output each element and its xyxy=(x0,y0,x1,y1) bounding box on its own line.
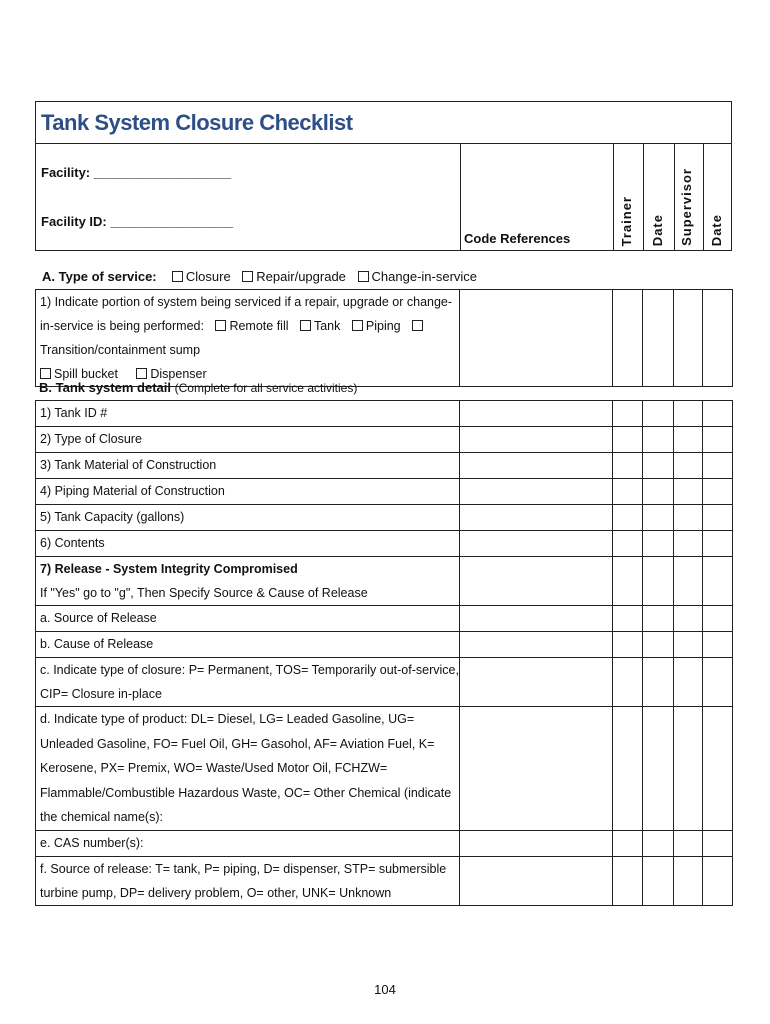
table-row xyxy=(36,557,733,606)
trainer-cell[interactable] xyxy=(613,453,643,479)
list-item: f. Source of release: T= tank, P= piping, D= dispenser, STP= submersible turbine pump, DP= delivery problem, O= other, UNK= Unknown xyxy=(36,856,460,905)
divider xyxy=(643,143,644,250)
code-reference-cell[interactable] xyxy=(460,632,613,658)
spill-bucket-checkbox[interactable] xyxy=(40,368,51,379)
trainer-cell[interactable] xyxy=(613,606,643,632)
section-b-subheading: (Complete for all service activities) xyxy=(174,381,358,395)
date-cell[interactable] xyxy=(643,401,674,427)
date-cell[interactable] xyxy=(703,830,733,856)
list-item: 3) Tank Material of Construction xyxy=(36,453,460,479)
trainer-cell[interactable] xyxy=(613,830,643,856)
option-label: Dispenser xyxy=(150,367,207,381)
code-reference-cell[interactable] xyxy=(460,658,613,707)
release-title: 7) Release - System Integrity Compromised xyxy=(40,562,298,576)
date-cell[interactable] xyxy=(643,557,674,606)
option-label: Remote fill xyxy=(229,319,289,333)
table-row xyxy=(36,830,733,856)
table-row xyxy=(36,658,733,707)
code-reference-cell[interactable] xyxy=(460,557,613,606)
table-row xyxy=(36,479,733,505)
divider xyxy=(460,143,461,250)
supervisor-cell[interactable] xyxy=(674,658,703,707)
code-reference-cell[interactable] xyxy=(460,290,613,387)
date-cell[interactable] xyxy=(643,606,674,632)
date-cell[interactable] xyxy=(703,606,733,632)
trainer-column-header: Trainer xyxy=(619,195,634,246)
trainer-cell[interactable] xyxy=(613,427,643,453)
supervisor-cell[interactable] xyxy=(674,505,703,531)
piping-checkbox[interactable] xyxy=(352,320,363,331)
item-text: 1) Indicate portion of system being serviced if a repair, upgrade or change-in-service is being performed: xyxy=(40,295,453,333)
trainer-cell[interactable] xyxy=(613,479,643,505)
facility-id-field[interactable]: Facility ID: _________________ xyxy=(41,214,234,229)
trainer-cell[interactable] xyxy=(613,707,643,831)
supervisor-cell[interactable] xyxy=(674,427,703,453)
list-item: 5) Tank Capacity (gallons) xyxy=(36,505,460,531)
table-row xyxy=(36,632,733,658)
date-cell[interactable] xyxy=(643,427,674,453)
trainer-cell[interactable] xyxy=(613,632,643,658)
dispenser-checkbox[interactable] xyxy=(136,368,147,379)
header-block xyxy=(35,101,732,251)
option-label: Closure xyxy=(185,269,231,284)
supervisor-cell[interactable] xyxy=(674,606,703,632)
list-item: 4) Piping Material of Construction xyxy=(36,479,460,505)
divider xyxy=(703,143,704,250)
date-cell[interactable] xyxy=(643,453,674,479)
code-reference-cell[interactable] xyxy=(460,505,613,531)
closure-checkbox[interactable] xyxy=(172,271,183,282)
code-reference-cell[interactable] xyxy=(460,427,613,453)
code-reference-cell[interactable] xyxy=(460,453,613,479)
supervisor-cell[interactable] xyxy=(674,557,703,606)
date-cell[interactable] xyxy=(703,707,733,831)
list-item: 2) Type of Closure xyxy=(36,427,460,453)
trainer-cell[interactable] xyxy=(613,401,643,427)
date-cell[interactable] xyxy=(643,632,674,658)
date-cell[interactable] xyxy=(703,658,733,707)
date-cell[interactable] xyxy=(643,479,674,505)
date-cell[interactable] xyxy=(703,479,733,505)
title-row xyxy=(36,102,731,144)
sump-checkbox[interactable] xyxy=(412,320,423,331)
trainer-cell[interactable] xyxy=(613,290,643,387)
table-row xyxy=(36,856,733,905)
table-row xyxy=(36,453,733,479)
table-row xyxy=(36,401,733,427)
date-cell[interactable] xyxy=(703,401,733,427)
date-cell[interactable] xyxy=(703,856,733,905)
date-column-header: Date xyxy=(709,213,724,246)
date-cell[interactable] xyxy=(703,632,733,658)
supervisor-cell[interactable] xyxy=(674,401,703,427)
list-item: b. Cause of Release xyxy=(36,632,460,658)
section-b-label: B. Tank system detail xyxy=(39,380,171,395)
code-reference-cell[interactable] xyxy=(460,401,613,427)
option-label: Change-in-service xyxy=(371,269,478,284)
date-cell[interactable] xyxy=(703,290,733,387)
section-a-table xyxy=(35,289,733,387)
trainer-cell[interactable] xyxy=(613,505,643,531)
date-cell[interactable] xyxy=(703,453,733,479)
date-cell[interactable] xyxy=(643,531,674,557)
list-item: 6) Contents xyxy=(36,531,460,557)
table-row xyxy=(36,505,733,531)
list-item xyxy=(36,557,460,606)
supervisor-cell[interactable] xyxy=(674,290,703,387)
code-reference-cell[interactable] xyxy=(460,856,613,905)
section-a-heading xyxy=(42,269,477,284)
section-b-table xyxy=(35,400,733,906)
release-note: If "Yes" go to "g", Then Specify Source & Cause of Release xyxy=(40,586,368,600)
page-number: 104 xyxy=(374,982,396,997)
code-reference-cell[interactable] xyxy=(460,707,613,831)
supervisor-cell[interactable] xyxy=(674,453,703,479)
supervisor-cell[interactable] xyxy=(674,707,703,831)
table-row xyxy=(36,290,733,387)
list-item: d. Indicate type of product: DL= Diesel, LG= Leaded Gasoline, UG= Unleaded Gasoline, FO= Fuel Oil, GH= Gasohol, AF= Aviation Fuel, K= Kerosene, PX= Premix, WO= Waste/Used Motor Oil, FCHZW= Flammable/Combustible Hazardous Waste, OC= Other Chemical (indicate the chemical name(s): xyxy=(36,707,460,831)
trainer-cell[interactable] xyxy=(613,531,643,557)
date-cell[interactable] xyxy=(643,505,674,531)
tank-checkbox[interactable] xyxy=(300,320,311,331)
change-in-service-checkbox[interactable] xyxy=(358,271,369,282)
list-item: c. Indicate type of closure: P= Permanent, TOS= Temporarily out-of-service, CIP= Closure in-place xyxy=(36,658,460,707)
trainer-cell[interactable] xyxy=(613,658,643,707)
date-cell[interactable] xyxy=(643,856,674,905)
section-a-label: A. Type of service: xyxy=(42,269,157,284)
date-cell[interactable] xyxy=(703,505,733,531)
supervisor-cell[interactable] xyxy=(674,531,703,557)
option-label: Tank xyxy=(313,319,341,333)
supervisor-column-header: Supervisor xyxy=(679,168,694,246)
supervisor-cell[interactable] xyxy=(674,479,703,505)
trainer-cell[interactable] xyxy=(613,557,643,606)
list-item xyxy=(36,290,460,387)
option-label: Piping xyxy=(365,319,401,333)
date-column-header: Date xyxy=(650,213,665,246)
option-label: Spill bucket xyxy=(54,367,118,381)
supervisor-cell[interactable] xyxy=(674,856,703,905)
date-cell[interactable] xyxy=(643,707,674,831)
list-item: 1) Tank ID # xyxy=(36,401,460,427)
code-references-header: Code References xyxy=(464,231,571,246)
repair-checkbox[interactable] xyxy=(242,271,253,282)
date-cell[interactable] xyxy=(703,531,733,557)
code-reference-cell[interactable] xyxy=(460,531,613,557)
date-cell[interactable] xyxy=(643,290,674,387)
supervisor-cell[interactable] xyxy=(674,632,703,658)
divider xyxy=(674,143,675,250)
date-cell[interactable] xyxy=(703,427,733,453)
section-b-heading xyxy=(39,380,357,395)
option-label: Repair/upgrade xyxy=(256,269,346,284)
code-reference-cell[interactable] xyxy=(460,606,613,632)
facility-field[interactable]: Facility: ___________________ xyxy=(41,165,232,180)
table-row xyxy=(36,707,733,831)
table-row xyxy=(36,606,733,632)
table-row xyxy=(36,427,733,453)
table-row xyxy=(36,531,733,557)
date-cell[interactable] xyxy=(643,830,674,856)
page-title: Tank System Closure Checklist xyxy=(41,110,353,135)
trainer-cell[interactable] xyxy=(613,856,643,905)
date-cell[interactable] xyxy=(703,557,733,606)
option-label: Transition/containment sump xyxy=(40,343,201,357)
supervisor-cell[interactable] xyxy=(674,830,703,856)
list-item: e. CAS number(s): xyxy=(36,830,460,856)
date-cell[interactable] xyxy=(643,658,674,707)
divider xyxy=(613,143,614,250)
code-reference-cell[interactable] xyxy=(460,479,613,505)
code-reference-cell[interactable] xyxy=(460,830,613,856)
list-item: a. Source of Release xyxy=(36,606,460,632)
remote-fill-checkbox[interactable] xyxy=(215,320,226,331)
